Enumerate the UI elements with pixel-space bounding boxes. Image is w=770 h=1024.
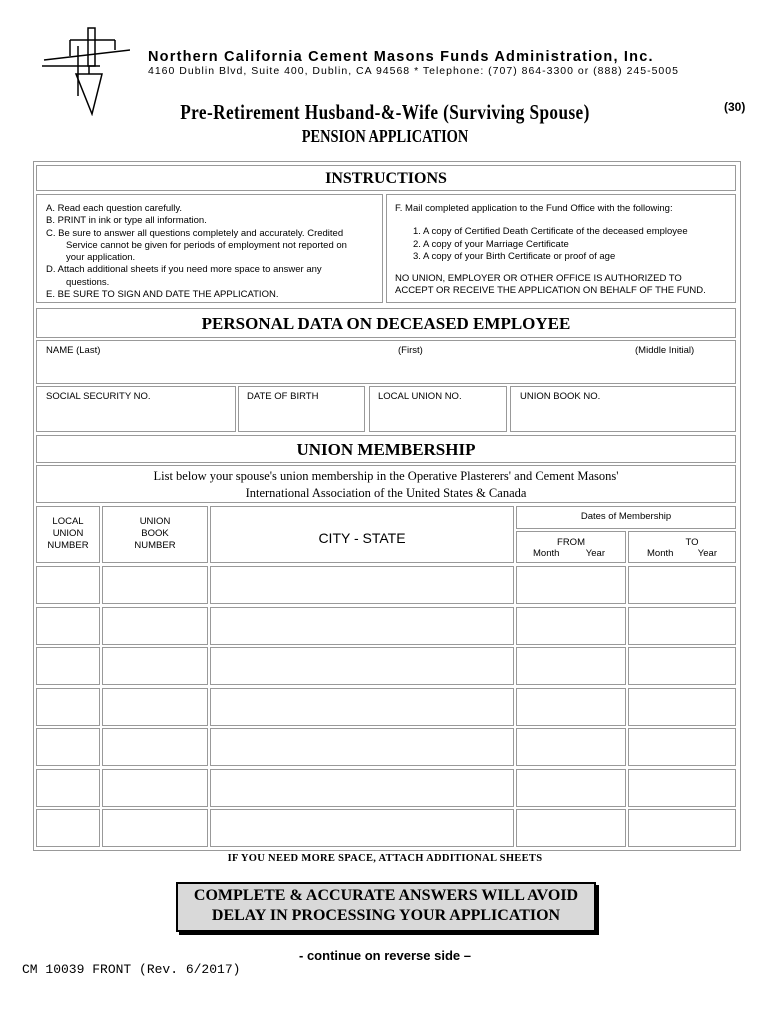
union-desc-line2: International Association of the United States & Canada [245, 486, 527, 500]
col-city-state-header: CITY - STATE [210, 506, 514, 563]
city-state-cell[interactable] [210, 688, 514, 726]
org-name: Northern California Cement Masons Funds Administration, Inc. [148, 49, 654, 65]
union-book-cell[interactable] [102, 728, 208, 766]
col-book-line1: UNION [139, 516, 171, 527]
more-space-note: IF YOU NEED MORE SPACE, ATTACH ADDITIONAL SHEETS [227, 853, 543, 864]
local-union-cell[interactable] [36, 688, 100, 726]
union-book-cell[interactable] [102, 769, 208, 807]
city-state-cell[interactable] [210, 809, 514, 847]
warning-line2: DELAY IN PROCESSING YOUR APPLICATION [211, 907, 561, 924]
form-number: (30) [724, 100, 746, 114]
union-book-label: UNION BOOK NO. [520, 391, 601, 402]
col-union-book-header [102, 506, 208, 563]
local-union-field[interactable] [369, 386, 507, 432]
col-book-line3: NUMBER [134, 540, 176, 551]
warning-box [176, 882, 596, 932]
city-state-cell[interactable] [210, 728, 514, 766]
union-book-cell[interactable] [102, 809, 208, 847]
org-address: 4160 Dublin Blvd, Suite 400, Dublin, CA 94568 * Telephone: (707) 864-3300 or (888) 245-5005 [148, 65, 679, 77]
warning-line1: COMPLETE & ACCURATE ANSWERS WILL AVOID [193, 887, 579, 904]
page-subtitle: PENSION APPLICATION [301, 126, 469, 146]
local-union-cell[interactable] [36, 647, 100, 685]
name-first-label: (First) [398, 345, 423, 356]
form-body [33, 161, 741, 851]
local-union-cell[interactable] [36, 607, 100, 645]
name-field[interactable] [36, 340, 736, 384]
union-book-cell[interactable] [102, 607, 208, 645]
page-title: Pre-Retirement Husband-&-Wife (Surviving Spouse) [180, 100, 590, 124]
from-date-cell[interactable] [516, 728, 626, 766]
form-code: CM 10039 FRONT (Rev. 6/2017) [22, 962, 241, 977]
name-middle-label: (Middle Initial) [635, 345, 695, 356]
instruction-c: C. Be sure to answer all questions completely and accurately. Credited [46, 227, 344, 239]
instruction-d-cont: questions. [66, 276, 110, 288]
to-header [628, 531, 736, 563]
name-last-label: NAME (Last) [46, 345, 101, 356]
from-date-cell[interactable] [516, 769, 626, 807]
local-union-cell[interactable] [36, 769, 100, 807]
instructions-right [386, 194, 736, 303]
col-local-line2: UNION [52, 528, 84, 539]
instructions-left [36, 194, 383, 303]
from-year-label: Year [585, 548, 605, 559]
instruction-f-item1: 1. A copy of Certified Death Certificate of the deceased employee [413, 226, 688, 238]
from-date-cell[interactable] [516, 647, 626, 685]
to-date-cell[interactable] [628, 809, 736, 847]
from-date-cell[interactable] [516, 809, 626, 847]
union-book-field[interactable] [510, 386, 736, 432]
to-date-cell[interactable] [628, 566, 736, 604]
from-month-label: Month [533, 548, 560, 559]
instructions-title: INSTRUCTIONS [36, 165, 736, 191]
to-year-label: Year [697, 548, 717, 559]
local-union-cell[interactable] [36, 728, 100, 766]
dates-of-membership-header: Dates of Membership [516, 506, 736, 529]
union-desc-line1: List below your spouse's union membership in the Operative Plasterers' and Cement Masons' [153, 469, 619, 483]
dob-field[interactable] [238, 386, 365, 432]
city-state-cell[interactable] [210, 607, 514, 645]
from-label: FROM [557, 537, 585, 548]
continue-note: - continue on reverse side – [299, 948, 471, 963]
city-state-cell[interactable] [210, 566, 514, 604]
instruction-c-cont1: Service cannot be given for periods of employment not reported on [66, 239, 347, 251]
instruction-b: B. PRINT in ink or type all information. [46, 215, 207, 227]
ssn-field[interactable] [36, 386, 236, 432]
local-union-cell[interactable] [36, 566, 100, 604]
instruction-a: A. Read each question carefully. [46, 203, 183, 214]
instruction-f-item2: 2. A copy of your Marriage Certificate [413, 238, 569, 250]
union-membership-title: UNION MEMBERSHIP [36, 435, 736, 463]
instruction-c-cont2: your application. [66, 252, 136, 264]
to-month-label: Month [647, 548, 674, 559]
to-label: TO [685, 537, 699, 548]
instruction-f: F. Mail completed application to the Fund Office with the following: [395, 203, 673, 214]
from-header [516, 531, 626, 563]
notice-line2: ACCEPT OR RECEIVE THE APPLICATION ON BEHALF OF THE FUND. [395, 285, 706, 297]
instruction-d: D. Attach additional sheets if you need more space to answer any [46, 264, 322, 276]
to-date-cell[interactable] [628, 688, 736, 726]
local-union-cell[interactable] [36, 809, 100, 847]
col-book-line2: BOOK [141, 528, 169, 539]
union-book-cell[interactable] [102, 566, 208, 604]
notice-line1: NO UNION, EMPLOYER OR OTHER OFFICE IS AUTHORIZED TO [395, 273, 682, 285]
city-state-cell[interactable] [210, 647, 514, 685]
union-description [36, 465, 736, 503]
col-local-line1: LOCAL [52, 516, 84, 527]
union-book-cell[interactable] [102, 647, 208, 685]
to-date-cell[interactable] [628, 647, 736, 685]
to-date-cell[interactable] [628, 769, 736, 807]
local-union-label: LOCAL UNION NO. [378, 391, 462, 402]
instruction-e: E. BE SURE TO SIGN AND DATE THE APPLICATION. [46, 289, 279, 301]
to-date-cell[interactable] [628, 607, 736, 645]
to-date-cell[interactable] [628, 728, 736, 766]
union-book-cell[interactable] [102, 688, 208, 726]
ssn-label: SOCIAL SECURITY NO. [46, 391, 151, 402]
instruction-f-item3: 3. A copy of your Birth Certificate or proof of age [413, 250, 616, 262]
from-date-cell[interactable] [516, 607, 626, 645]
col-local-line3: NUMBER [47, 540, 89, 551]
personal-data-title: PERSONAL DATA ON DECEASED EMPLOYEE [36, 308, 736, 338]
from-date-cell[interactable] [516, 688, 626, 726]
city-state-cell[interactable] [210, 769, 514, 807]
dob-label: DATE OF BIRTH [247, 391, 319, 402]
from-date-cell[interactable] [516, 566, 626, 604]
col-local-union-header [36, 506, 100, 563]
